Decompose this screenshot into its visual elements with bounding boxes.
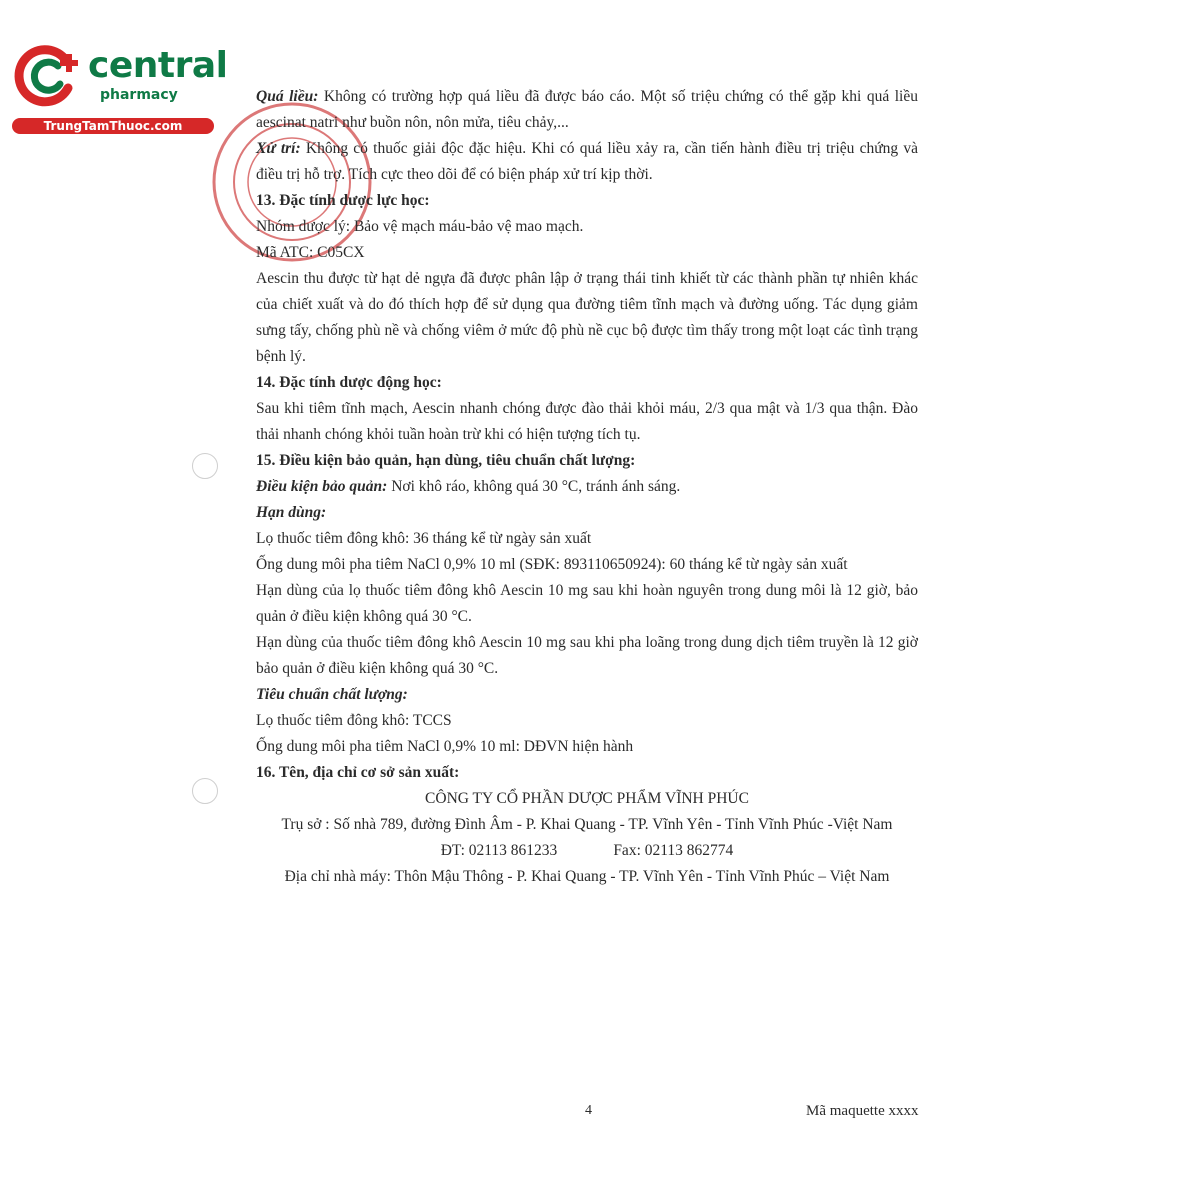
head-office-address: Trụ sở : Số nhà 789, đường Đình Âm - P. Khai Quang - TP. Vĩnh Yên - Tỉnh Vĩnh Phúc -Việt Nam	[281, 816, 893, 833]
page-number: 4	[585, 1103, 592, 1118]
section-15-title: 15. Điều kiện bảo quản, hạn dùng, tiêu chuẩn chất lượng:	[256, 452, 636, 469]
storage-label: Điều kiện bảo quản:	[256, 478, 388, 495]
overdose-text: Không có trường hợp quá liều đã được báo cáo. Một số triệu chứng có thể gặp khi quá liều aescinat natri như buồn nôn, nôn mửa, tiêu chảy,...	[256, 88, 918, 131]
company-name: CÔNG TY CỔ PHẦN DƯỢC PHẨM VĨNH PHÚC	[425, 790, 749, 807]
contact-line	[256, 838, 918, 864]
shelf-life-solvent: Ống dung môi pha tiêm NaCl 0,9% 10 ml (SĐK: 893110650924): 60 tháng kể từ ngày sản xuất	[256, 556, 848, 573]
punch-hole-bottom	[192, 778, 218, 804]
treatment-label: Xử trí:	[256, 140, 301, 157]
phone-number: ĐT: 02113 861233	[440, 842, 558, 859]
overdose-paragraph	[256, 84, 918, 136]
factory-address: Địa chỉ nhà máy: Thôn Mậu Thông - P. Khai Quang - TP. Vĩnh Yên - Tỉnh Vĩnh Phúc – Việt Nam	[284, 868, 890, 885]
section-14-body: Sau khi tiêm tĩnh mạch, Aescin nhanh chóng được đào thải khỏi máu, 2/3 qua mật và 1/3 qua thận. Đào thải nhanh chóng khỏi tuần hoàn trừ khi có hiện tượng tích tụ.	[256, 400, 918, 443]
atc-code: Mã ATC: C05CX	[256, 244, 365, 261]
section-14-title: 14. Đặc tính dược động học:	[256, 374, 442, 391]
overdose-label: Quá liều:	[256, 88, 319, 105]
shelf-life-vial: Lọ thuốc tiêm đông khô: 36 tháng kể từ ngày sản xuất	[256, 530, 592, 547]
section-13-title: 13. Đặc tính dược lực học:	[256, 192, 430, 209]
treatment-paragraph	[256, 136, 918, 188]
punch-hole-top	[192, 453, 218, 479]
document-body	[256, 84, 918, 890]
pharmacy-cross-icon	[12, 40, 84, 112]
section-16-title: 16. Tên, địa chỉ cơ sở sản xuất:	[256, 764, 460, 781]
site-url-badge: TrungTamThuoc.com	[12, 118, 214, 134]
storage-paragraph	[256, 474, 918, 500]
shelf-life-diluted: Hạn dùng của thuốc tiêm đông khô Aescin 10 mg sau khi pha loãng trong dung dịch tiêm truyền là 12 giờ bảo quản ở điều kiện không quá 30 °C.	[256, 634, 918, 677]
section-13-body: Aescin thu được từ hạt dẻ ngựa đã được phân lập ở trạng thái tinh khiết từ các thành phần tự nhiên khác của chiết xuất và do đó thích hợp để sử dụng qua đường tiêm tĩnh mạch và đường uống. Tác dụng giảm sưng tấy, chống phù nề và chống viêm ở mức độ phù nề cục bộ được tìm thấy trong một loạt các tình trạng bệnh lý.	[256, 270, 918, 365]
quality-standard-label: Tiêu chuẩn chất lượng:	[256, 686, 408, 703]
storage-text: Nơi khô ráo, không quá 30 °C, tránh ánh sáng.	[387, 478, 681, 495]
treatment-text: Không có thuốc giải độc đặc hiệu. Khi có quá liều xảy ra, cần tiến hành điều trị triệu chứng và điều trị hỗ trợ. Tích cực theo dõi để có biện pháp xử trí kịp thời.	[256, 140, 918, 183]
brand-name: central	[88, 45, 228, 86]
central-pharmacy-logo	[8, 36, 228, 136]
quality-standard-solvent: Ống dung môi pha tiêm NaCl 0,9% 10 ml: DĐVN hiện hành	[256, 738, 634, 755]
pharmacological-group: Nhóm dược lý: Bảo vệ mạch máu-bảo vệ mao mạch.	[256, 218, 584, 235]
shelf-life-reconstituted: Hạn dùng của lọ thuốc tiêm đông khô Aescin 10 mg sau khi hoàn nguyên trong dung môi là 12 giờ, bảo quản ở điều kiện không quá 30 °C.	[256, 582, 918, 625]
brand-subtitle: pharmacy	[100, 87, 178, 103]
maquette-code: Mã maquette xxxx	[806, 1103, 919, 1119]
quality-standard-vial: Lọ thuốc tiêm đông khô: TCCS	[256, 712, 452, 729]
fax-number: Fax: 02113 862774	[613, 842, 734, 859]
shelf-life-label: Hạn dùng:	[256, 504, 327, 521]
